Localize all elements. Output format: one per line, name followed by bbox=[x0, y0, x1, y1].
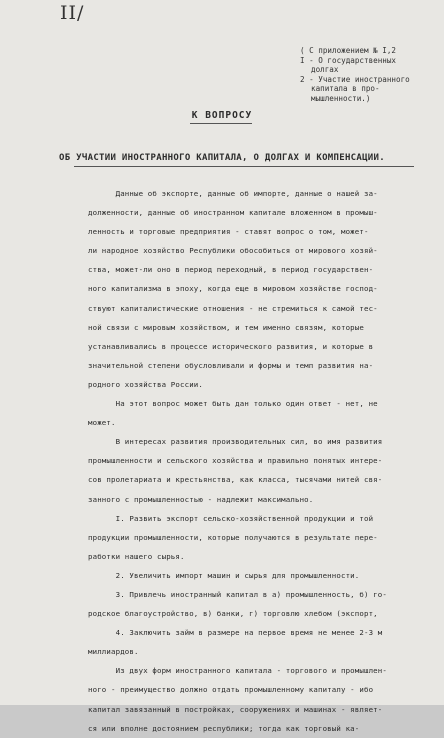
attachment-line: мышленности.) bbox=[311, 93, 371, 103]
body-text-line: ного - преимущество должно отдать промышленному капиталу - ибо bbox=[88, 685, 374, 695]
title-underline bbox=[190, 123, 252, 124]
body-text-line: Данные об экспорте, данные об импорте, данные о нашей за- bbox=[88, 189, 378, 198]
body-text-line: работки нашего сырья. bbox=[88, 551, 185, 561]
handwritten-mark: II/ bbox=[60, 2, 85, 24]
body-text-line: ной связи с мировым хозяйством, и тем именно связям, которые bbox=[88, 322, 364, 332]
body-text-line: долженности, данные об иностранном капитале вложенном в промыш- bbox=[88, 208, 378, 218]
body-text-line: I. Развить экспорт сельско-хозяйственной продукции и той bbox=[88, 513, 374, 523]
document-title: К ВОПРОСУ bbox=[191, 110, 253, 121]
body-text-line: занного с промышленностью - надлежит максимально. bbox=[88, 494, 314, 504]
document-body bbox=[88, 184, 442, 738]
body-text-line: миллиардов. bbox=[88, 647, 139, 657]
body-text-line: ства, может-ли оно в период переходный, в период государствен- bbox=[88, 265, 374, 275]
attachment-line: I - О государственных bbox=[300, 55, 397, 65]
body-text-line: родское благоустройство, в) банки, г) торговлю хлебом (экспорт, bbox=[88, 609, 378, 619]
subtitle-underline bbox=[74, 166, 414, 167]
body-text-line: 3. Привлечь иностранный капитал в а) промышленность, б) го- bbox=[88, 589, 387, 599]
body-text-line: промышленности и сельского хозяйства и правильно понятых интере- bbox=[88, 456, 383, 466]
body-text-line: значительной степени обусловливали и формы и темп развития на- bbox=[88, 360, 374, 370]
attachment-line: ( С приложением № I,2 bbox=[300, 46, 397, 55]
body-text-line: ся или вполне достоянием республики; тогда как торговый ка- bbox=[88, 723, 360, 733]
body-text-line: продукции промышленности, которые получаются в результате пере- bbox=[88, 532, 378, 542]
body-text-line: ли народное хозяйство Республики обособиться от мирового хозяй- bbox=[88, 246, 378, 256]
body-text-line: 4. Заключить займ в размере на первое время не менее 2-3 м bbox=[88, 628, 383, 638]
body-text-line: ного капитализма в эпоху, когда еще в мировом хозяйстве господ- bbox=[88, 284, 378, 294]
body-text-line: капитал завязанный в постройках, сооружениях и машинах - являет- bbox=[88, 704, 383, 714]
body-text-line: сов пролетариата и крестьянства, как класса, тысячами нитей свя- bbox=[88, 475, 383, 485]
body-text-line: Из двух форм иностранного капитала - торгового и промышлен- bbox=[88, 666, 387, 676]
body-text-line: В интересах развития производительных сил, во имя развития bbox=[88, 437, 383, 447]
attachment-line: капитала в про- bbox=[311, 84, 380, 93]
body-text-line: родного хозяйства России. bbox=[88, 379, 203, 389]
body-text-line: ленность и торговые предприятия - ставят вопрос о том, может- bbox=[88, 227, 369, 237]
body-text-line: ствуют капиталистические отношения - не стремиться к самой тес- bbox=[88, 303, 378, 313]
body-text-line: может. bbox=[88, 418, 116, 428]
attachment-line: долгах bbox=[311, 65, 339, 74]
attachment-note bbox=[300, 46, 442, 103]
body-text-line: На этот вопрос может быть дан только один ответ - нет, не bbox=[88, 399, 378, 409]
attachment-line: 2 - Участие иностранного bbox=[300, 74, 410, 84]
document-subtitle: ОБ УЧАСТИИ ИНОСТРАННОГО КАПИТАЛА, О ДОЛГАХ И КОМПЕНСАЦИИ. bbox=[59, 153, 385, 163]
body-text-line: устанавливались в процессе исторического развития, и которые в bbox=[88, 341, 374, 351]
body-text-line: 2. Увеличить импорт машин и сырья для промышленности. bbox=[88, 570, 360, 580]
